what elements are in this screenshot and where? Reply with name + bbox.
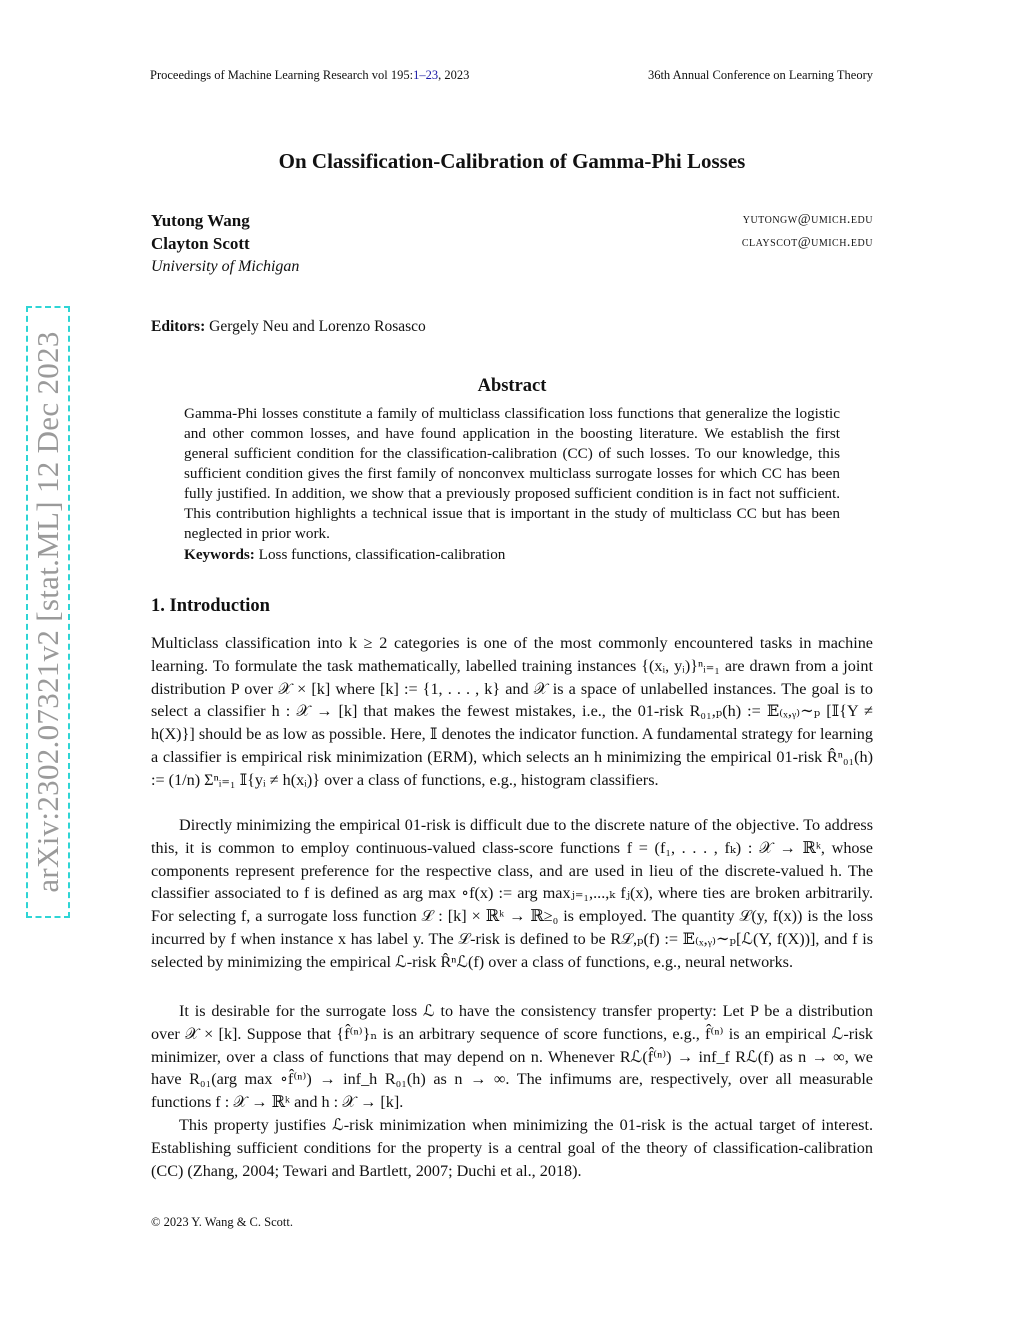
author-email: clayscot@umich.edu bbox=[741, 235, 873, 250]
running-header-right: 36th Annual Conference on Learning Theory bbox=[647, 68, 873, 82]
arxiv-sidebar-stamp bbox=[26, 306, 70, 918]
paragraph-text: Multiclass classification into k ≥ 2 categories is one of the most commonly encountered tasks in machine learning. To formulate the task mathematically, labelled training instances {(xᵢ, yᵢ)}ⁿᵢ₌₁ are drawn from a joint distribution P over 𝒳 × [k] where [k] := {1, . . . , k} and 𝒳 is a space of unlabelled instances. The goal is to select a classifier h : 𝒳 → [k] that makes the fewest mistakes, i.e., the 01-risk R₀₁,ₚ(h) := 𝔼₍ₓ,ᵧ₎∼ₚ [𝕀{Y ≠ h(X)}] should be as low as possible. Here, 𝕀 denotes the indicator function. A fundamental strategy for learning a classifier is empirical risk minimization (ERM), which selects an h minimizing the empirical 01-risk R̂ⁿ₀₁(h) := (1/n) Σⁿᵢ₌₁ 𝕀{yᵢ ≠ h(xᵢ)} over a class of functions, e.g., histogram classifiers. bbox=[151, 634, 873, 789]
paragraph bbox=[151, 632, 873, 792]
paragraph bbox=[151, 1114, 873, 1182]
header-proceedings: Proceedings of Machine Learning Research vol 195: bbox=[150, 68, 414, 82]
copyright-footer: © 2023 Y. Wang & C. Scott. bbox=[151, 1215, 293, 1229]
arxiv-identifier: arXiv:2302.07321v2 [stat.ML] 12 Dec 2023 bbox=[30, 331, 65, 893]
editors-label: Editors: bbox=[151, 318, 206, 335]
abstract-heading: Abstract bbox=[477, 376, 547, 396]
paragraph-text: This property justifies ℒ-risk minimization when minimizing the 01-risk is the actual target of interest. Establishing sufficient conditions for the property is a central goal of the theory of classification-calibration (CC) (Zhang, 2004; Tewari and Bartlett, 2007; Duchi et al., 2018). bbox=[151, 1116, 873, 1180]
keywords-label: Keywords: bbox=[184, 546, 255, 563]
author-name: Yutong Wang bbox=[151, 211, 250, 230]
paragraph bbox=[151, 814, 873, 974]
editors-names: Gergely Neu and Lorenzo Rosasco bbox=[209, 318, 426, 335]
section-heading: 1. Introduction bbox=[151, 596, 270, 616]
paragraph bbox=[151, 1000, 873, 1114]
affiliation: University of Michigan bbox=[151, 258, 300, 275]
paper-title: On Classification-Calibration of Gamma-Phi Losses bbox=[278, 149, 746, 173]
header-year: , 2023 bbox=[438, 68, 470, 82]
keywords-line bbox=[184, 546, 505, 564]
paragraph-text: It is desirable for the surrogate loss ℒ to have the consistency transfer property: Let P be a distribution over 𝒳 × [k]. Suppose that {f̂⁽ⁿ⁾}ₙ is an arbitrary sequence of score functions, e.g., f̂⁽ⁿ⁾ is an empirical ℒ-risk minimizer, over a class of functions that may depend on n. Whenever Rℒ(f̂⁽ⁿ⁾) → inf_f Rℒ(f) as n → ∞, we have R₀₁(arg max ∘f̂⁽ⁿ⁾) → inf_h R₀₁(h) as n → ∞. The infimums are, respectively, over all measurable functions f : 𝒳 → ℝᵏ and h : 𝒳 → [k]. bbox=[151, 1002, 873, 1112]
header-page-range-link[interactable]: 1–23 bbox=[413, 68, 439, 82]
author-email: yutongw@umich.edu bbox=[742, 212, 873, 227]
running-header-left bbox=[150, 68, 469, 83]
keywords-text: Loss functions, classification-calibration bbox=[258, 546, 506, 563]
author-name: Clayton Scott bbox=[151, 234, 250, 253]
abstract-body: Gamma-Phi losses constitute a family of multiclass classification loss functions that generalize the logistic and other common losses, and have found application in the boosting literature. We establish the first general sufficient condition for the classification-calibration (CC) of such losses. To our knowledge, this sufficient condition gives the first family of nonconvex multiclass surrogate losses for which CC has been fully justified. In addition, we show that a previously proposed sufficient condition is in fact not sufficient. This contribution highlights a technical issue that is important in the study of multiclass CC but has been neglected in prior work. bbox=[184, 405, 840, 542]
editors-line bbox=[151, 318, 426, 336]
paragraph-text: Directly minimizing the empirical 01-risk is difficult due to the discrete nature of the objective. To address this, it is common to employ continuous-valued class-score functions f = (f₁, . . . , fₖ) : 𝒳 → ℝᵏ, whose components represent preference for the respective class, and are used in lieu of the discrete-valued h. The classifier associated to f is defined as arg max ∘f(x) := arg maxⱼ₌₁,...,ₖ fⱼ(x), where ties are broken arbitrarily. For selecting f, a surrogate loss function ℒ : [k] × ℝᵏ → ℝ≥₀ is employed. The quantity ℒ(y, f(x)) is the loss incurred by f when instance x has label y. The ℒ-risk is defined to be Rℒ,ₚ(f) := 𝔼₍ₓ,ᵧ₎∼ₚ[ℒ(Y, f(X))], and f is selected by minimizing the empirical ℒ-risk R̂ⁿℒ(f) over a class of functions, e.g., neural networks. bbox=[151, 816, 873, 971]
